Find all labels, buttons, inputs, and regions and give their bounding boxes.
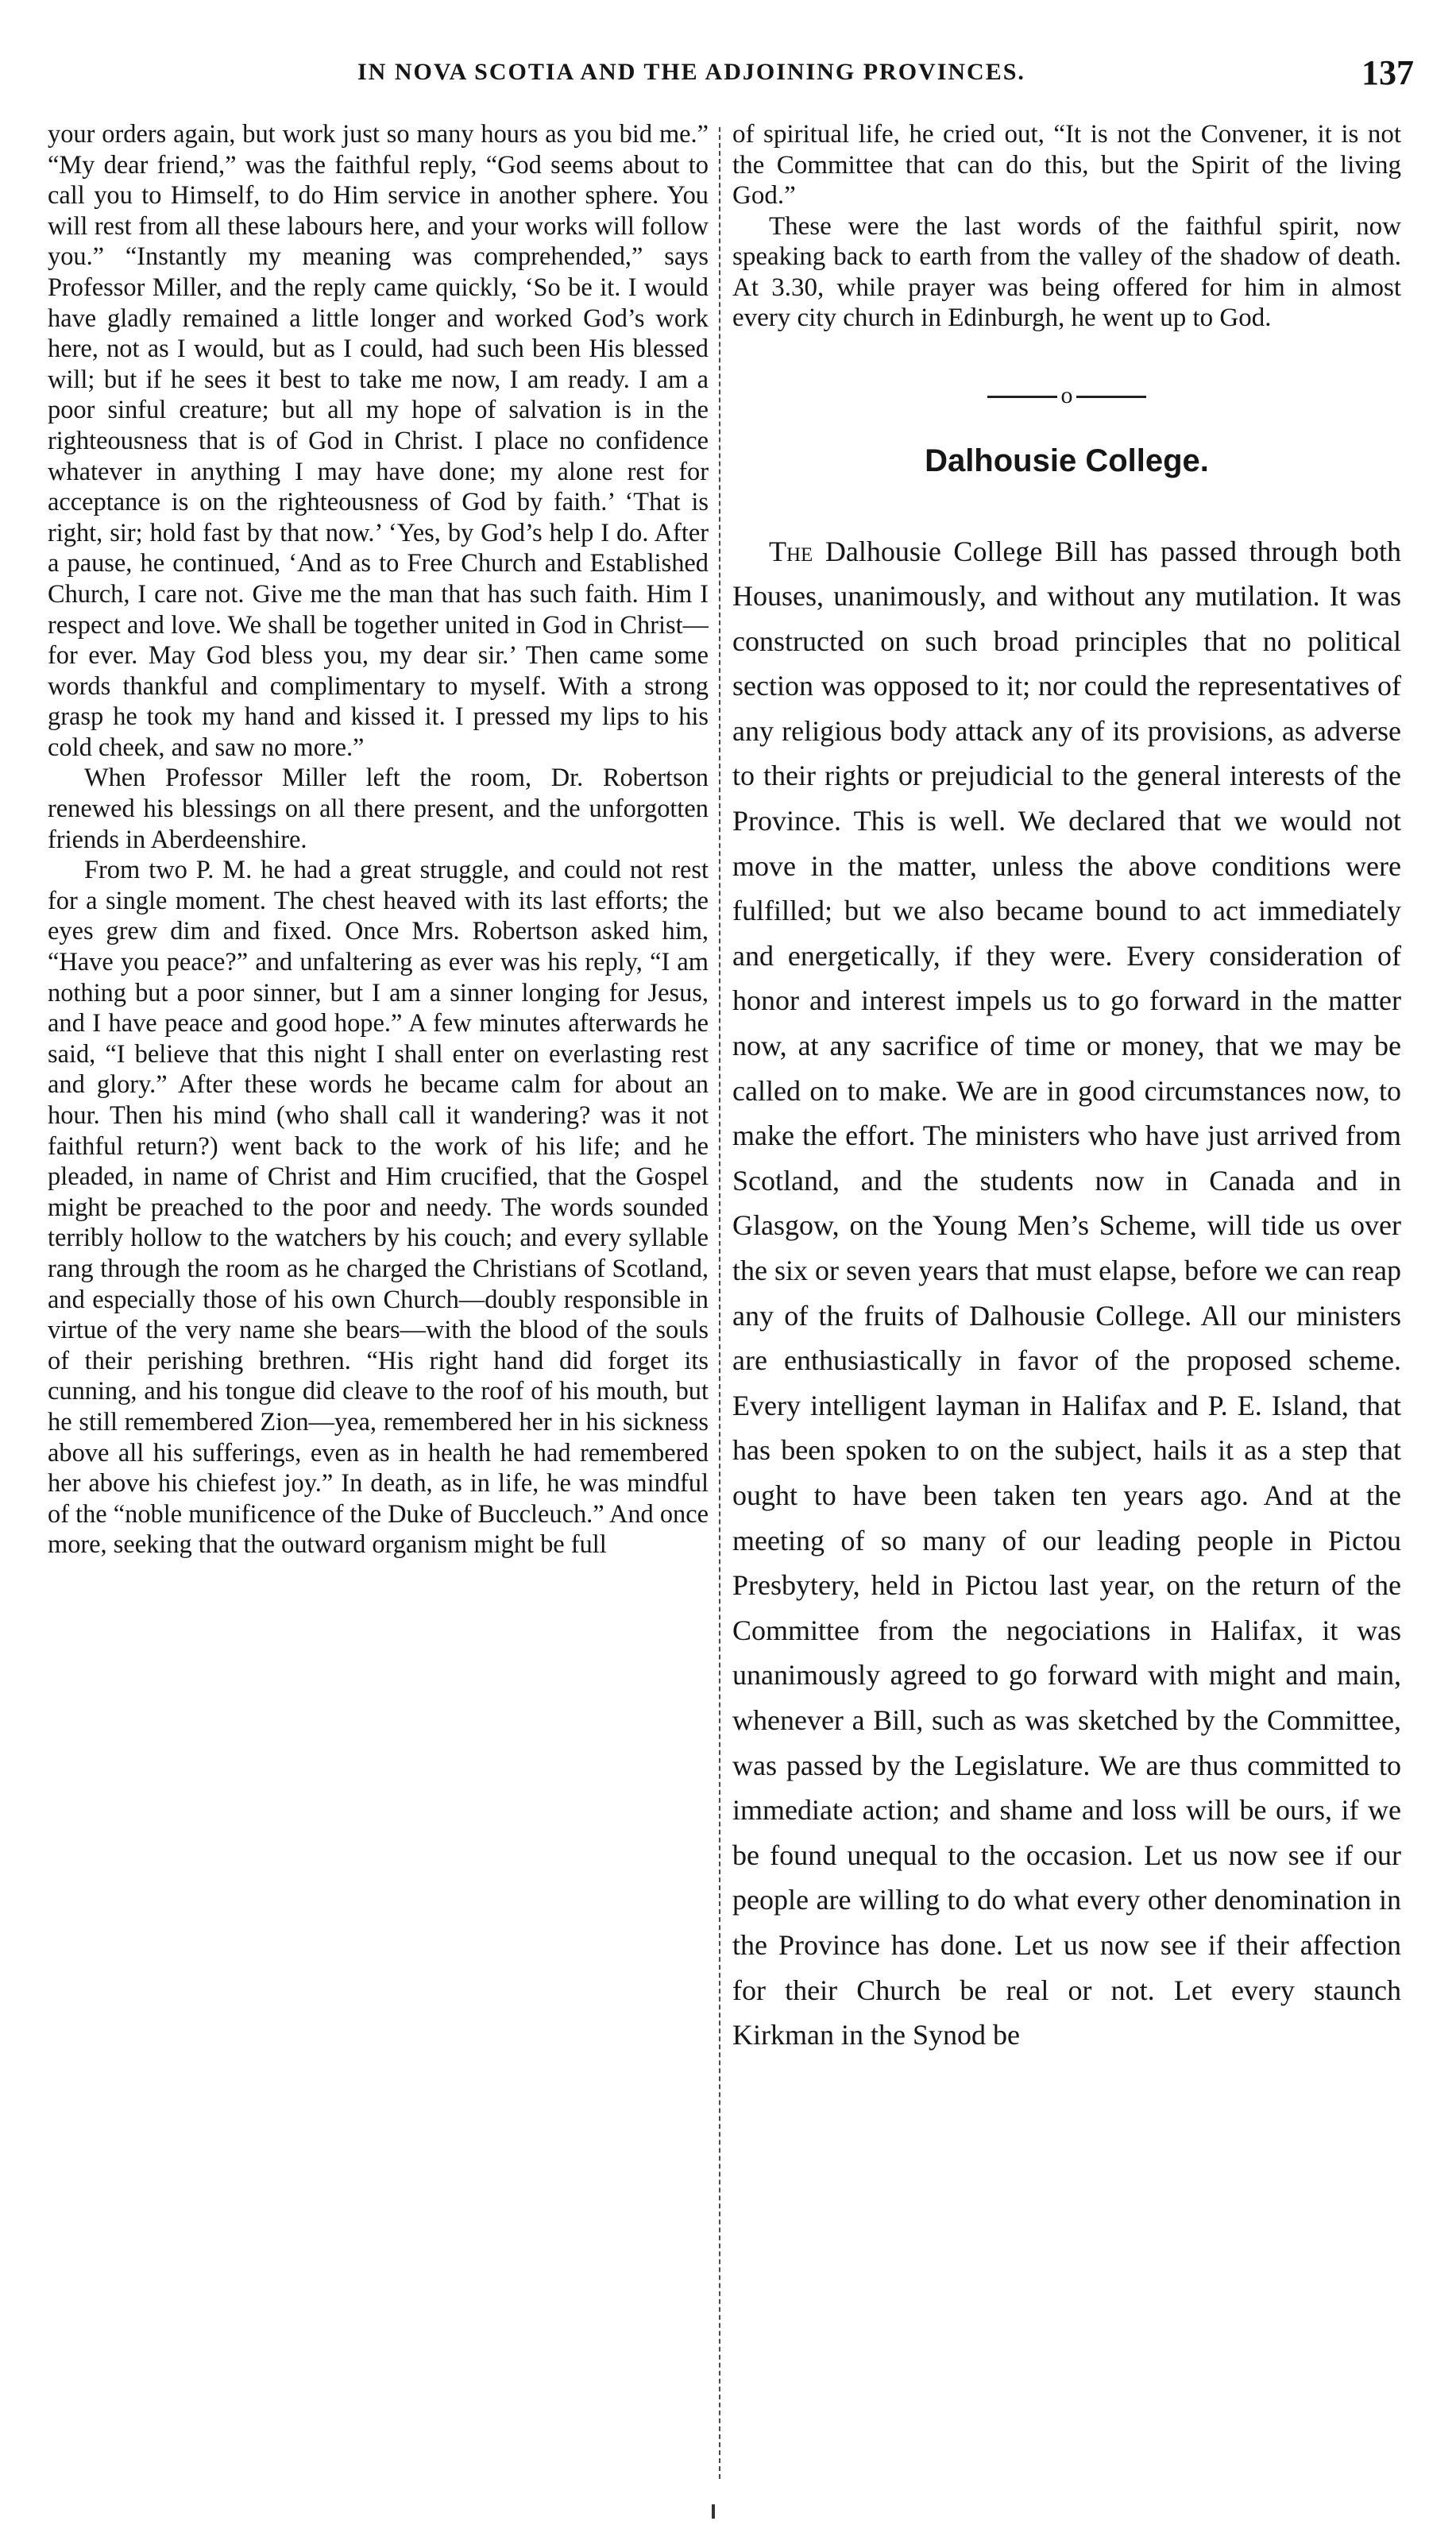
article-heading: Dalhousie College. <box>925 443 1209 478</box>
printer-mark <box>712 2504 715 2519</box>
running-head <box>48 48 1414 95</box>
right-column <box>732 119 1401 2471</box>
right-paragraph-1: of spiritual life, he cried out, “It is not the Convener, it is not the Committee that can do this, but the Spirit of the living God.” <box>732 120 1401 210</box>
left-paragraph-2: When Professor Miller left the room, Dr. Robertson renewed his blessings on all there present, and the unforgotten friends in Aberdeenshire. <box>48 764 709 854</box>
page-number: 137 <box>1361 53 1414 92</box>
lead-word: The <box>769 535 813 567</box>
right-paragraph-2: These were the last words of the faithful spirit, now speaking back to earth from the valley of the shadow of death. At 3.30, while prayer was being offered for him in almost every city church in Edinburgh, he went up to God. <box>732 211 1401 332</box>
section-break-ornament <box>987 378 1146 413</box>
section-break-mark: o <box>1060 381 1073 408</box>
column-divider <box>719 127 720 2479</box>
section-break-right-rule <box>1076 396 1146 398</box>
running-title: IN NOVA SCOTIA AND THE ADJOINING PROVINCES. <box>357 59 1025 85</box>
left-paragraph-3: From two P. M. he had a great struggle, and could not rest for a single moment. The chest heaved with its last efforts; the eyes grew dim and fixed. Once Mrs. Robertson asked him, “Have you peace?” and unfaltering as ever was his reply, “I am nothing but a poor sinner, but I am a sinner longing for Jesus, and I have peace and good hope.” A few minutes afterwards he said, “I believe that this night I shall enter on everlasting rest and glory.” After these words he became calm for about an hour. Then his mind (who shall call it wandering? was it not faithful return?) went back to the work of his life; and he pleaded, in name of Christ and Him crucified, that the Gospel might be preached to the poor and needy. The words sounded terribly hollow to the watchers by his couch; and every syllable rang through the room as he charged the Christians of Scotland, and especially those of his own Church—doubly responsible in virtue of the very name she bears—with the blood of the souls of their perishing brethren. “His right hand did forget its cunning, and his tongue did cleave to the roof of his mouth, but he still remembered Zion—yea, remembered her in his sickness above all his sufferings, even as in health he had remembered her above his chiefest joy.” In death, as in life, he was mindful of the “noble munificence of the Duke of Buccleuch.” And once more, seeking that the outward organism might be full <box>48 856 709 1560</box>
section-break-left-rule <box>987 396 1057 398</box>
left-column <box>48 119 709 2471</box>
article-paragraph-text: Dalhousie College Bill has passed through both Houses, unanimously, and without any mutilation. It was constructed on such broad principles that no political section was opposed to it; nor could the representatives of any religious body attack any of its provisions, as adverse to their rights or prejudicial to the general interests of the Province. This is well. We declared that we would not move in the matter, unless the above conditions were fulfilled; but we also became bound to act immediately and energetically, if they were. Every consideration of honor and interest impels us to go forward in the matter now, at any sacrifice of time or money, that we may be called on to make. We are in good circumstances now, to make the effort. The ministers who have just arrived from Scotland, and the students now in Canada and in Glasgow, on the Young Men’s Scheme, will tide us over the six or seven years that must elapse, before we can reap any of the fruits of Dalhousie College. All our ministers are enthusiastically in favor of the proposed scheme. Every intelligent layman in Halifax and P. E. Island, that has been spoken to on the subject, hails it as a step that ought to have been taken ten years ago. And at the meeting of so many of our leading people in Pictou Presbytery, held in Pictou last year, on the return of the Committee from the negociations in Halifax, it was unanimously agreed to go forward with might and main, whenever a Bill, such as was sketched by the Committee, was passed by the Legislature. We are thus committed to immediate action; and shame and loss will be ours, if we be found unequal to the occasion. Let us now see if our people are willing to do what every other denomination in the Province has done. Let us now see if their affection for their Church be real or not. Let every staunch Kirkman in the Synod be <box>732 535 1401 2051</box>
article-paragraph <box>732 529 1401 2058</box>
left-paragraph-1: your orders again, but work just so many hours as you bid me.” “My dear friend,” was the faithful reply, “God seems about to call you to Himself, to do Him service in another sphere. You will rest from all these labours here, and your works will follow you.” “Instantly my meaning was comprehended,” says Professor Miller, and the reply came quickly, ‘So be it. I would have gladly remained a little longer and worked God’s work here, not as I would, but as I could, had such been His blessed will; but if he sees it best to take me now, I am ready. I am a poor sinful creature; but all my hope of salvation is in the righteousness that is of God in Christ. I place no confidence whatever in anything I may have done; my alone rest for acceptance is on the righteousness of God by faith.’ ‘That is right, sir; hold fast by that now.’ ‘Yes, by God’s help I do. After a pause, he continued, ‘And as to Free Church and Established Church, I care not. Give me the man that has such faith. Him I respect and love. We shall be together united in God in Christ—for ever. May God bless you, my dear sir.’ Then came some words thankful and complimentary to myself. With a strong grasp he took my hand and kissed it. I pressed my lips to his cold cheek, and saw no more.” <box>48 120 709 762</box>
